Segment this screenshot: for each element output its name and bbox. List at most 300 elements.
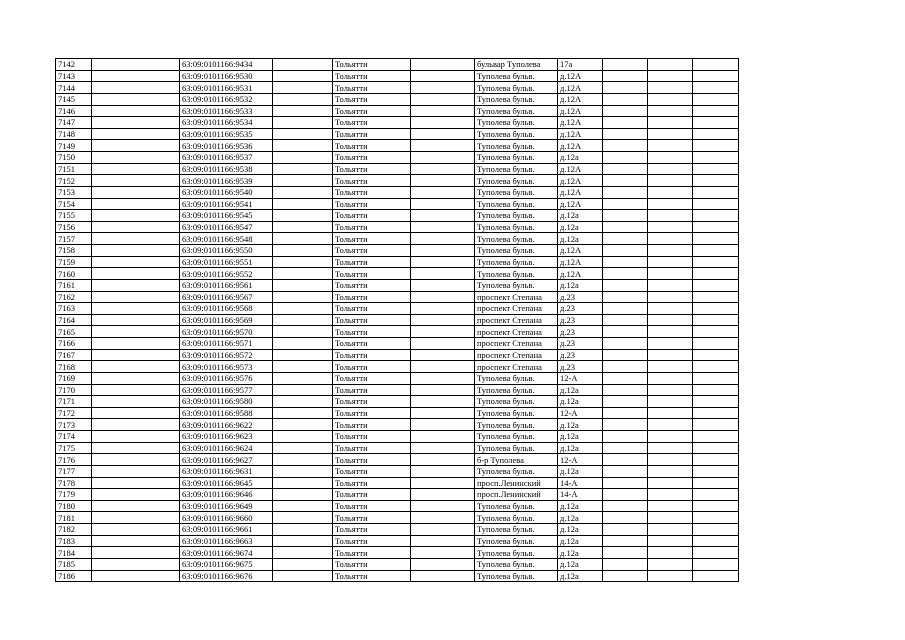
cadastral-number: 63:09:0101166:9541: [180, 198, 273, 210]
blank-cell: [411, 268, 475, 280]
blank-cell: [273, 442, 333, 454]
blank-cell: [603, 186, 648, 198]
blank-cell: [273, 431, 333, 443]
cadastral-number: 63:09:0101166:9531: [180, 82, 273, 94]
blank-cell: [648, 233, 693, 245]
blank-cell: [648, 558, 693, 570]
blank-cell: [411, 163, 475, 175]
row-number: 7160: [56, 268, 92, 280]
cadastral-number: 63:09:0101166:9645: [180, 477, 273, 489]
table-row: [56, 547, 739, 559]
blank-cell: [411, 396, 475, 408]
house-number: д.12а: [558, 442, 603, 454]
table-row: [56, 477, 739, 489]
blank-cell: [648, 93, 693, 105]
row-number: 7166: [56, 338, 92, 350]
blank-cell: [92, 489, 180, 501]
house-number: д.12А: [558, 245, 603, 257]
blank-cell: [648, 431, 693, 443]
blank-cell: [648, 396, 693, 408]
blank-cell: [273, 245, 333, 257]
city: Тольятти: [333, 570, 411, 582]
street: Туполева бульв.: [475, 117, 558, 129]
blank-cell: [693, 349, 739, 361]
blank-cell: [648, 384, 693, 396]
blank-cell: [92, 419, 180, 431]
blank-cell: [603, 233, 648, 245]
row-number: 7155: [56, 210, 92, 222]
blank-cell: [648, 198, 693, 210]
cadastral-number: 63:09:0101166:9631: [180, 465, 273, 477]
blank-cell: [411, 291, 475, 303]
blank-cell: [603, 245, 648, 257]
street: б-р Туполева: [475, 454, 558, 466]
blank-cell: [603, 384, 648, 396]
blank-cell: [411, 349, 475, 361]
cadastral-number: 63:09:0101166:9537: [180, 152, 273, 164]
city: Тольятти: [333, 152, 411, 164]
blank-cell: [273, 303, 333, 315]
cadastral-number: 63:09:0101166:9561: [180, 279, 273, 291]
blank-cell: [92, 338, 180, 350]
blank-cell: [603, 535, 648, 547]
city: Тольятти: [333, 245, 411, 257]
blank-cell: [273, 338, 333, 350]
blank-cell: [603, 407, 648, 419]
blank-cell: [92, 233, 180, 245]
blank-cell: [648, 454, 693, 466]
registry-sheet: [55, 58, 739, 582]
blank-cell: [411, 489, 475, 501]
blank-cell: [648, 303, 693, 315]
street: Туполева бульв.: [475, 82, 558, 94]
house-number: д.23: [558, 349, 603, 361]
row-number: 7180: [56, 500, 92, 512]
blank-cell: [603, 152, 648, 164]
blank-cell: [273, 524, 333, 536]
row-number: 7143: [56, 70, 92, 82]
blank-cell: [693, 221, 739, 233]
blank-cell: [693, 419, 739, 431]
blank-cell: [92, 152, 180, 164]
blank-cell: [693, 186, 739, 198]
table-row: [56, 291, 739, 303]
house-number: д.23: [558, 338, 603, 350]
street: Туполева бульв.: [475, 70, 558, 82]
city: Тольятти: [333, 431, 411, 443]
house-number: д.12А: [558, 105, 603, 117]
street: Туполева бульв.: [475, 512, 558, 524]
blank-cell: [411, 198, 475, 210]
table-row: [56, 314, 739, 326]
blank-cell: [273, 512, 333, 524]
blank-cell: [273, 372, 333, 384]
table-row: [56, 279, 739, 291]
city: Тольятти: [333, 163, 411, 175]
blank-cell: [648, 465, 693, 477]
table-row: [56, 535, 739, 547]
blank-cell: [603, 128, 648, 140]
row-number: 7162: [56, 291, 92, 303]
table-row: [56, 82, 739, 94]
blank-cell: [648, 326, 693, 338]
blank-cell: [648, 117, 693, 129]
blank-cell: [273, 117, 333, 129]
table-row: [56, 198, 739, 210]
house-number: д.12а: [558, 500, 603, 512]
blank-cell: [92, 442, 180, 454]
blank-cell: [693, 477, 739, 489]
blank-cell: [648, 82, 693, 94]
blank-cell: [648, 175, 693, 187]
blank-cell: [92, 221, 180, 233]
blank-cell: [693, 70, 739, 82]
cadastral-number: 63:09:0101166:9540: [180, 186, 273, 198]
blank-cell: [92, 477, 180, 489]
row-number: 7149: [56, 140, 92, 152]
city: Тольятти: [333, 477, 411, 489]
blank-cell: [603, 291, 648, 303]
house-number: д.12А: [558, 198, 603, 210]
house-number: д.23: [558, 326, 603, 338]
blank-cell: [603, 372, 648, 384]
city: Тольятти: [333, 419, 411, 431]
blank-cell: [603, 396, 648, 408]
blank-cell: [693, 105, 739, 117]
blank-cell: [603, 570, 648, 582]
blank-cell: [411, 140, 475, 152]
blank-cell: [273, 349, 333, 361]
row-number: 7179: [56, 489, 92, 501]
blank-cell: [603, 558, 648, 570]
blank-cell: [273, 152, 333, 164]
blank-cell: [648, 105, 693, 117]
table-row: [56, 163, 739, 175]
blank-cell: [92, 140, 180, 152]
blank-cell: [648, 221, 693, 233]
blank-cell: [273, 547, 333, 559]
table-row: [56, 140, 739, 152]
city: Тольятти: [333, 268, 411, 280]
house-number: 14-А: [558, 477, 603, 489]
blank-cell: [693, 175, 739, 187]
blank-cell: [411, 372, 475, 384]
blank-cell: [92, 245, 180, 257]
street: Туполева бульв.: [475, 210, 558, 222]
blank-cell: [273, 396, 333, 408]
blank-cell: [648, 256, 693, 268]
blank-cell: [693, 372, 739, 384]
cadastral-number: 63:09:0101166:9551: [180, 256, 273, 268]
blank-cell: [273, 279, 333, 291]
blank-cell: [603, 314, 648, 326]
blank-cell: [648, 442, 693, 454]
table-row: [56, 256, 739, 268]
city: Тольятти: [333, 93, 411, 105]
blank-cell: [693, 245, 739, 257]
blank-cell: [603, 198, 648, 210]
blank-cell: [648, 524, 693, 536]
house-number: д.12а: [558, 152, 603, 164]
blank-cell: [693, 233, 739, 245]
blank-cell: [603, 93, 648, 105]
blank-cell: [411, 314, 475, 326]
street: Туполева бульв.: [475, 431, 558, 443]
blank-cell: [648, 291, 693, 303]
street: Туполева бульв.: [475, 163, 558, 175]
city: Тольятти: [333, 454, 411, 466]
blank-cell: [648, 279, 693, 291]
blank-cell: [603, 140, 648, 152]
cadastral-number: 63:09:0101166:9545: [180, 210, 273, 222]
blank-cell: [411, 454, 475, 466]
row-number: 7152: [56, 175, 92, 187]
blank-cell: [693, 489, 739, 501]
street: Туполева бульв.: [475, 442, 558, 454]
blank-cell: [273, 128, 333, 140]
cadastral-number: 63:09:0101166:9576: [180, 372, 273, 384]
blank-cell: [92, 524, 180, 536]
table-row: [56, 175, 739, 187]
blank-cell: [411, 93, 475, 105]
blank-cell: [693, 279, 739, 291]
blank-cell: [411, 70, 475, 82]
blank-cell: [603, 175, 648, 187]
city: Тольятти: [333, 442, 411, 454]
row-number: 7147: [56, 117, 92, 129]
cadastral-number: 63:09:0101166:9534: [180, 117, 273, 129]
row-number: 7182: [56, 524, 92, 536]
row-number: 7163: [56, 303, 92, 315]
blank-cell: [603, 489, 648, 501]
city: Тольятти: [333, 291, 411, 303]
cadastral-number: 63:09:0101166:9649: [180, 500, 273, 512]
blank-cell: [273, 140, 333, 152]
cadastral-number: 63:09:0101166:9539: [180, 175, 273, 187]
table-row: [56, 570, 739, 582]
street: Туполева бульв.: [475, 570, 558, 582]
table-row: [56, 500, 739, 512]
blank-cell: [603, 59, 648, 71]
cadastral-number: 63:09:0101166:9675: [180, 558, 273, 570]
blank-cell: [92, 291, 180, 303]
blank-cell: [648, 70, 693, 82]
blank-cell: [411, 431, 475, 443]
city: Тольятти: [333, 372, 411, 384]
blank-cell: [273, 221, 333, 233]
blank-cell: [92, 163, 180, 175]
row-number: 7184: [56, 547, 92, 559]
house-number: д.12А: [558, 117, 603, 129]
house-number: 12-А: [558, 407, 603, 419]
blank-cell: [603, 210, 648, 222]
street: Туполева бульв.: [475, 245, 558, 257]
blank-cell: [273, 175, 333, 187]
blank-cell: [603, 500, 648, 512]
street: Туполева бульв.: [475, 140, 558, 152]
table-row: [56, 431, 739, 443]
row-number: 7154: [56, 198, 92, 210]
row-number: 7173: [56, 419, 92, 431]
house-number: д.12а: [558, 431, 603, 443]
blank-cell: [411, 233, 475, 245]
blank-cell: [603, 477, 648, 489]
row-number: 7165: [56, 326, 92, 338]
blank-cell: [273, 477, 333, 489]
blank-cell: [273, 314, 333, 326]
house-number: д.12а: [558, 210, 603, 222]
blank-cell: [273, 361, 333, 373]
blank-cell: [92, 198, 180, 210]
row-number: 7148: [56, 128, 92, 140]
blank-cell: [411, 105, 475, 117]
street: Туполева бульв.: [475, 558, 558, 570]
blank-cell: [693, 140, 739, 152]
house-number: 12-А: [558, 372, 603, 384]
row-number: 7167: [56, 349, 92, 361]
blank-cell: [603, 349, 648, 361]
blank-cell: [273, 558, 333, 570]
blank-cell: [411, 361, 475, 373]
blank-cell: [603, 524, 648, 536]
house-number: д.12А: [558, 70, 603, 82]
blank-cell: [693, 465, 739, 477]
blank-cell: [273, 268, 333, 280]
city: Тольятти: [333, 140, 411, 152]
blank-cell: [603, 303, 648, 315]
cadastral-number: 63:09:0101166:9623: [180, 431, 273, 443]
blank-cell: [648, 245, 693, 257]
city: Тольятти: [333, 465, 411, 477]
city: Тольятти: [333, 500, 411, 512]
house-number: д.12А: [558, 256, 603, 268]
row-number: 7171: [56, 396, 92, 408]
blank-cell: [411, 407, 475, 419]
street: проспект Степана: [475, 349, 558, 361]
city: Тольятти: [333, 407, 411, 419]
cadastral-number: 63:09:0101166:9536: [180, 140, 273, 152]
street: Туполева бульв.: [475, 524, 558, 536]
blank-cell: [273, 570, 333, 582]
blank-cell: [648, 535, 693, 547]
blank-cell: [273, 535, 333, 547]
blank-cell: [411, 570, 475, 582]
blank-cell: [648, 547, 693, 559]
house-number: д.12а: [558, 384, 603, 396]
street: Туполева бульв.: [475, 93, 558, 105]
blank-cell: [693, 82, 739, 94]
blank-cell: [603, 431, 648, 443]
blank-cell: [648, 140, 693, 152]
blank-cell: [273, 454, 333, 466]
blank-cell: [92, 303, 180, 315]
city: Тольятти: [333, 547, 411, 559]
blank-cell: [693, 338, 739, 350]
blank-cell: [648, 361, 693, 373]
blank-cell: [92, 279, 180, 291]
blank-cell: [411, 524, 475, 536]
street: Туполева бульв.: [475, 186, 558, 198]
table-body: [56, 59, 739, 582]
blank-cell: [693, 59, 739, 71]
row-number: 7142: [56, 59, 92, 71]
row-number: 7181: [56, 512, 92, 524]
blank-cell: [603, 465, 648, 477]
house-number: д.12а: [558, 558, 603, 570]
house-number: д.12а: [558, 570, 603, 582]
house-number: д.12А: [558, 82, 603, 94]
table-row: [56, 59, 739, 71]
blank-cell: [92, 326, 180, 338]
blank-cell: [92, 59, 180, 71]
blank-cell: [92, 314, 180, 326]
blank-cell: [411, 245, 475, 257]
table-row: [56, 442, 739, 454]
city: Тольятти: [333, 524, 411, 536]
cadastral-number: 63:09:0101166:9580: [180, 396, 273, 408]
street: Туполева бульв.: [475, 535, 558, 547]
blank-cell: [603, 326, 648, 338]
blank-cell: [92, 82, 180, 94]
blank-cell: [92, 547, 180, 559]
blank-cell: [411, 326, 475, 338]
blank-cell: [648, 489, 693, 501]
blank-cell: [92, 396, 180, 408]
row-number: 7170: [56, 384, 92, 396]
blank-cell: [92, 186, 180, 198]
blank-cell: [411, 117, 475, 129]
blank-cell: [603, 70, 648, 82]
blank-cell: [92, 128, 180, 140]
blank-cell: [273, 59, 333, 71]
city: Тольятти: [333, 535, 411, 547]
blank-cell: [411, 547, 475, 559]
house-number: д.23: [558, 361, 603, 373]
street: проспект Степана: [475, 338, 558, 350]
row-number: 7150: [56, 152, 92, 164]
blank-cell: [411, 500, 475, 512]
blank-cell: [648, 419, 693, 431]
row-number: 7169: [56, 372, 92, 384]
row-number: 7175: [56, 442, 92, 454]
blank-cell: [411, 419, 475, 431]
street: Туполева бульв.: [475, 128, 558, 140]
blank-cell: [92, 512, 180, 524]
blank-cell: [648, 268, 693, 280]
row-number: 7158: [56, 245, 92, 257]
row-number: 7177: [56, 465, 92, 477]
blank-cell: [693, 454, 739, 466]
city: Тольятти: [333, 82, 411, 94]
blank-cell: [273, 163, 333, 175]
blank-cell: [603, 256, 648, 268]
table-row: [56, 384, 739, 396]
blank-cell: [693, 303, 739, 315]
cadastral-number: 63:09:0101166:9550: [180, 245, 273, 257]
blank-cell: [411, 535, 475, 547]
blank-cell: [693, 442, 739, 454]
row-number: 7153: [56, 186, 92, 198]
street: Туполева бульв.: [475, 152, 558, 164]
city: Тольятти: [333, 233, 411, 245]
house-number: д.12а: [558, 233, 603, 245]
blank-cell: [603, 454, 648, 466]
blank-cell: [648, 186, 693, 198]
house-number: д.12а: [558, 396, 603, 408]
city: Тольятти: [333, 59, 411, 71]
blank-cell: [648, 210, 693, 222]
blank-cell: [693, 570, 739, 582]
